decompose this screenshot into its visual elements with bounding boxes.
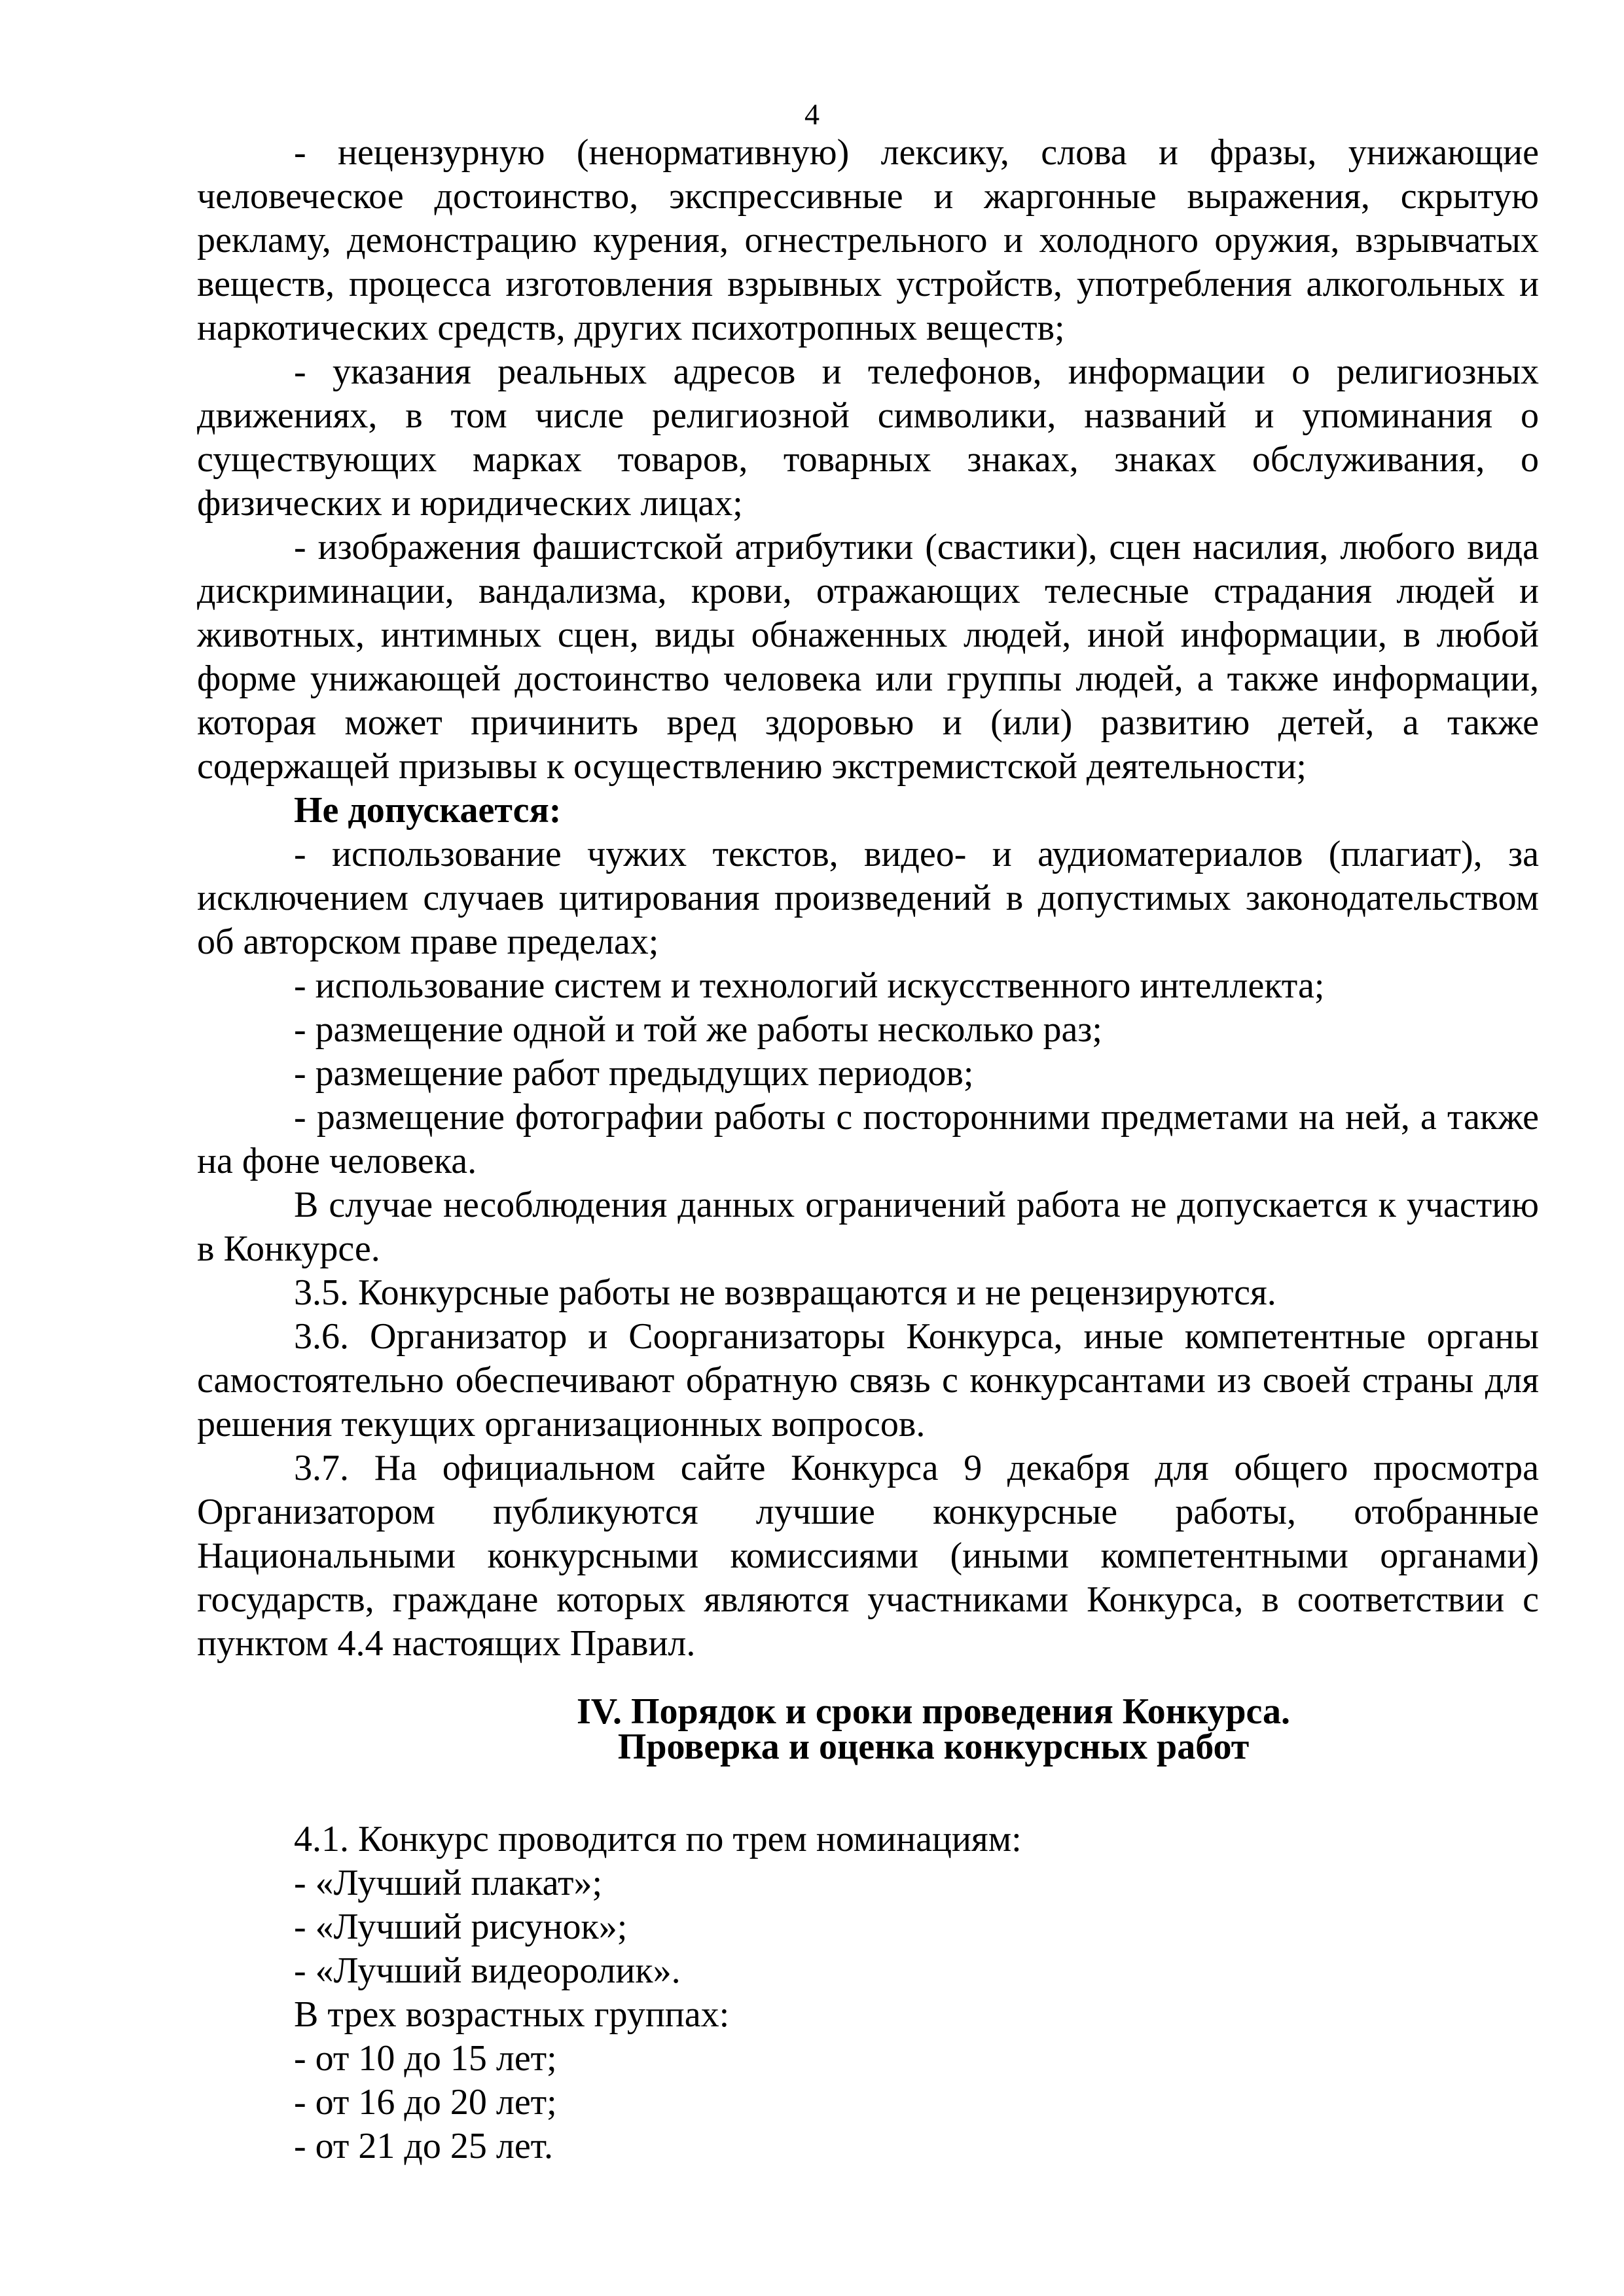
age-group-item: - от 21 до 25 лет. — [294, 2126, 553, 2166]
clause-3-6: 3.6. Организатор и Соорганизаторы Конкурса, иные компетентные органы самостоятельно обеспечивают обратную связь с конкурсантами из своей страны для решения текущих организационных вопросов. — [197, 1316, 1539, 1444]
section-heading-line2: Проверка и оценка конкурсных работ — [617, 1727, 1250, 1767]
nomination-item: - «Лучший видеоролик». — [294, 1950, 681, 1991]
violation-note: В случае несоблюдения данных ограничений работа не допускается к участию в Конкурсе. — [197, 1185, 1539, 1269]
paragraph-images: - изображения фашистской атрибутики (свастики), сцен насилия, любого вида дискриминации, вандализма, крови, отражающих телесные страдания людей и животных, интимных сцен, виды обнаженных людей, иной информации, в любой форме унижающей достоинство человека или группы людей, а также информации, которая может причинить вред здоровью и (или) развитию детей, а также содержащей призывы к осуществлению экстремистской деятельности; — [197, 527, 1539, 787]
not-allowed-item: - использование чужих текстов, видео- и аудиоматериалов (плагиат), за исключением случаев цитирования произведений в допустимых законодательством об авторском праве пределах; — [197, 834, 1539, 962]
not-allowed-item: - размещение работ предыдущих периодов; — [294, 1053, 974, 1094]
document-body — [197, 131, 1539, 2168]
age-group-item: - от 10 до 15 лет; — [294, 2038, 557, 2079]
clause-4-1: 4.1. Конкурс проводится по трем номинациям: — [294, 1819, 1022, 1859]
not-allowed-item: - размещение фотографии работы с посторонними предметами на ней, а также на фоне человека. — [197, 1097, 1539, 1181]
age-group-item: - от 16 до 20 лет; — [294, 2082, 557, 2123]
clause-3-7: 3.7. На официальном сайте Конкурса 9 декабря для общего просмотра Организатором публикуются лучшие конкурсные работы, отобранные Национальными конкурсными комиссиями (иными компетентными органами) государств, граждане которых являются участниками Конкурса, в соответствии с пунктом 4.4 настоящих Правил. — [197, 1448, 1539, 1664]
section-heading — [197, 1691, 1539, 1767]
spacer — [197, 1765, 1539, 1818]
not-allowed-item: - использование систем и технологий искусственного интеллекта; — [294, 965, 1325, 1006]
page-number: 4 — [804, 98, 820, 131]
section-heading-line1: IV. Порядок и сроки проведения Конкурса. — [576, 1691, 1291, 1732]
nomination-item: - «Лучший рисунок»; — [294, 1907, 628, 1947]
not-allowed-item: - размещение одной и той же работы несколько раз; — [294, 1009, 1102, 1050]
nomination-item: - «Лучший плакат»; — [294, 1863, 603, 1903]
paragraph-addresses: - указания реальных адресов и телефонов, информации о религиозных движениях, в том числе религиозной символики, названий и упоминания о существующих марках товаров, товарных знаках, знаках обслуживания, о физических и юридических лицах; — [197, 351, 1539, 524]
clause-3-5: 3.5. Конкурсные работы не возвращаются и не рецензируются. — [294, 1272, 1276, 1313]
age-groups-label: В трех возрастных группах: — [294, 1994, 730, 2035]
not-allowed-heading: Не допускается: — [294, 790, 562, 831]
paragraph-profanity: - нецензурную (ненормативную) лексику, слова и фразы, унижающие человеческое достоинство, экспрессивные и жаргонные выражения, скрытую рекламу, демонстрацию курения, огнестрельного и холодного оружия, взрывчатых веществ, процесса изготовления взрывных устройств, употребления алкогольных и наркотических средств, других психотропных веществ; — [197, 132, 1539, 348]
